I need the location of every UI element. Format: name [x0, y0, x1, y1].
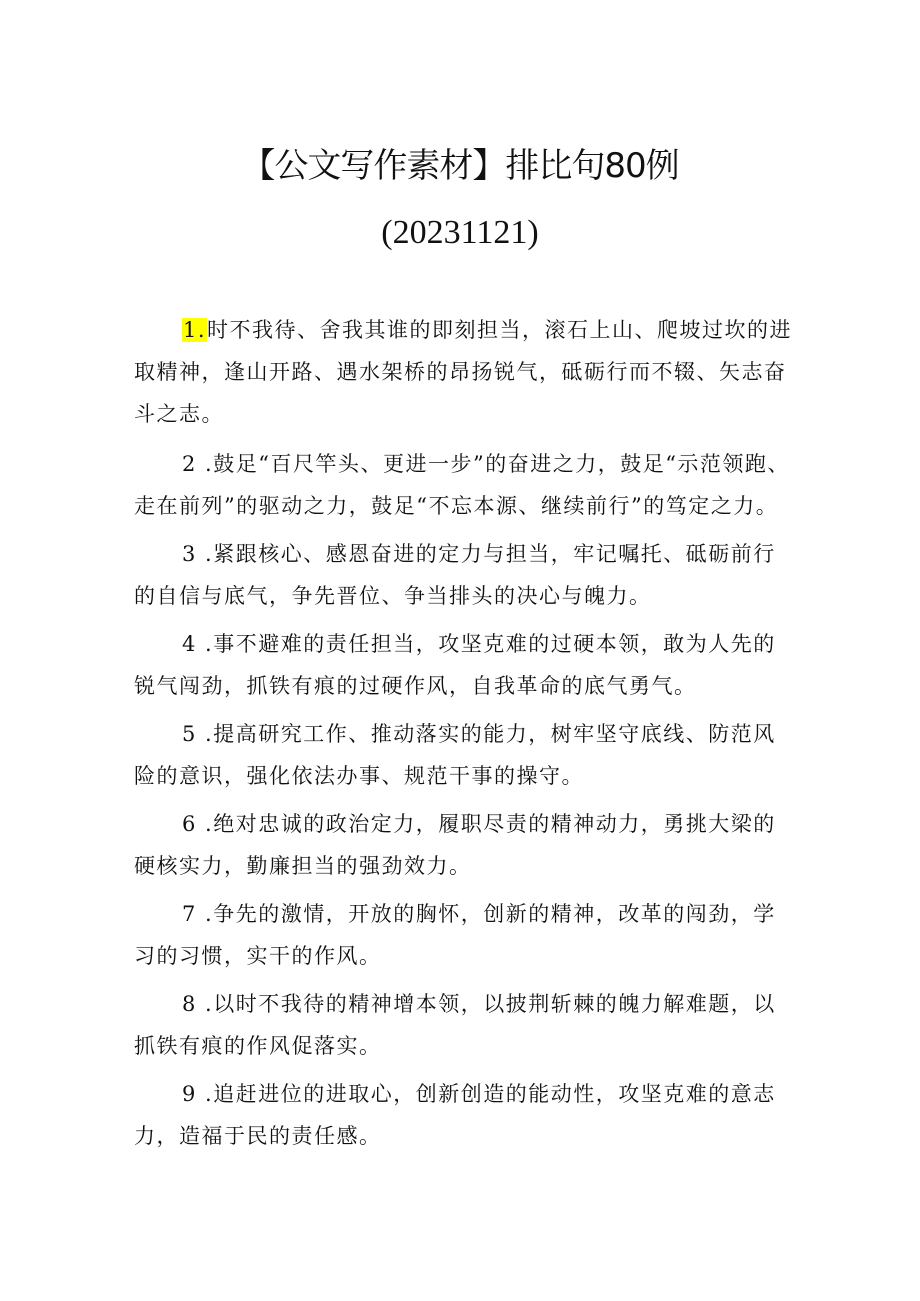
item-number: 7 .	[182, 902, 214, 926]
item-number: 9 .	[182, 1082, 214, 1106]
document-body	[134, 309, 794, 1163]
list-item	[134, 309, 794, 435]
item-text: 鼓足“百尺竿头、更进一步”的奋进之力，鼓足“示范领跑、走在前列”的驱动之力，鼓足“不忘本源、继续前行”的笃定之力。	[134, 452, 790, 518]
item-text: 紧跟核心、感恩奋进的定力与担当，牢记嘱托、砥砺前行的自信与底气，争先晋位、争当排头的决心与魄力。	[134, 542, 776, 608]
list-item	[134, 893, 794, 977]
item-text: 以时不我待的精神增本领，以披荆斩棘的魄力解难题，以抓铁有痕的作风促落实。	[134, 992, 776, 1058]
item-text: 追赶进位的进取心，创新创造的能动性，攻坚克难的意志力，造福于民的责任感。	[134, 1082, 776, 1148]
list-item	[134, 1073, 794, 1157]
list-item	[134, 803, 794, 887]
item-text: 事不避难的责任担当，攻坚克难的过硬本领，敢为人先的锐气闯劲，抓铁有痕的过硬作风，自我革命的底气勇气。	[134, 632, 776, 698]
item-number: 8 .	[182, 992, 214, 1016]
item-text: 提高研究工作、推动落实的能力，树牢坚守底线、防范风险的意识，强化依法办事、规范干事的操守。	[134, 722, 776, 788]
document-title: 【公文写作素材】排比句80例	[241, 146, 679, 186]
list-item	[134, 983, 794, 1067]
item-number: 1.	[183, 318, 207, 342]
item-text: 争先的激情，开放的胸怀，创新的精神，改革的闯劲，学习的习惯，实干的作风。	[134, 902, 776, 968]
item-number: 4 .	[182, 632, 214, 656]
item-number: 2 .	[182, 452, 214, 476]
document-date: (20231121)	[381, 214, 539, 251]
item-text: 绝对忠诚的政治定力，履职尽责的精神动力，勇挑大梁的硬核实力，勤廉担当的强劲效力。	[134, 812, 776, 878]
list-item	[134, 623, 794, 707]
item-number: 3 .	[182, 542, 214, 566]
list-item	[134, 443, 794, 527]
list-item	[134, 533, 794, 617]
item-text: 时不我待、舍我其谁的即刻担当，滚石上山、爬坡过坎的进取精神，逢山开路、遇水架桥的昂扬锐气，砥砺行而不辍、矢志奋斗之志。	[134, 318, 793, 426]
item-number: 6 .	[182, 812, 214, 836]
item-number: 5 .	[182, 722, 214, 746]
list-item	[134, 713, 794, 797]
